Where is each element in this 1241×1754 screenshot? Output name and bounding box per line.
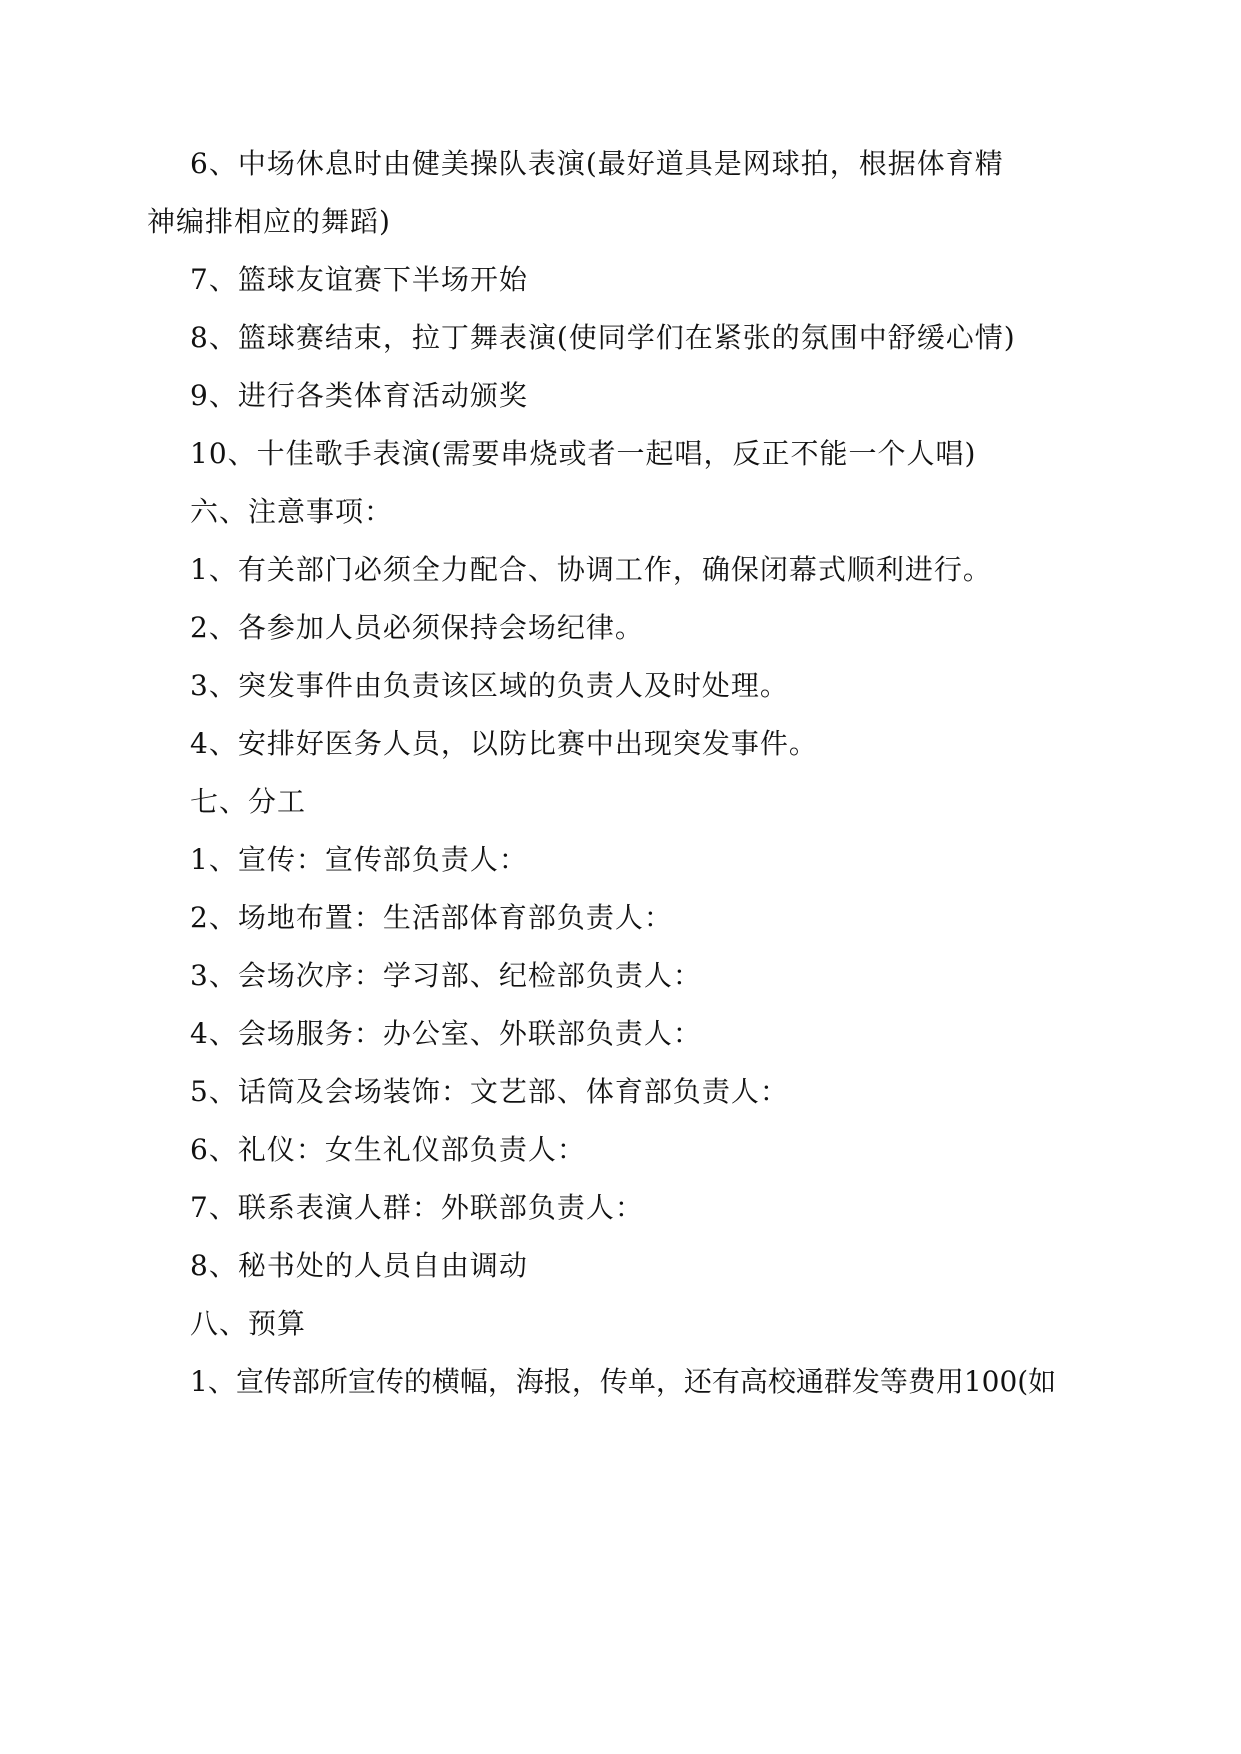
text-line: 1、宣传部所宣传的横幅，海报，传单，还有高校通群发等费用100(如: [190, 1365, 1057, 1398]
text-line: 3、突发事件由负责该区域的负责人及时处理。: [190, 669, 789, 702]
text-line: 10、十佳歌手表演(需要串烧或者一起唱，反正不能一个人唱): [190, 437, 977, 470]
section-heading: 六、注意事项：: [190, 495, 394, 528]
section-heading: 七、分工: [190, 785, 307, 818]
text-line-continuation: 神编排相应的舞蹈): [147, 205, 391, 238]
text-line: 6、中场休息时由健美操队表演(最好道具是网球拍，根据体育精: [190, 147, 1004, 180]
text-line: 2、场地布置：生活部体育部负责人：: [190, 901, 673, 934]
text-line: 7、篮球友谊赛下半场开始: [190, 263, 528, 296]
text-line: 7、联系表演人群：外联部负责人：: [190, 1191, 644, 1224]
text-line: 8、秘书处的人员自由调动: [190, 1249, 528, 1282]
text-line: 1、宣传：宣传部负责人：: [190, 843, 528, 876]
text-line: 8、篮球赛结束，拉丁舞表演(使同学们在紧张的氛围中舒缓心情): [190, 321, 1016, 354]
text-line: 6、礼仪：女生礼仪部负责人：: [190, 1133, 586, 1166]
text-line: 2、各参加人员必须保持会场纪律。: [190, 611, 644, 644]
text-line: 3、会场次序：学习部、纪检部负责人：: [190, 959, 702, 992]
text-line: 4、会场服务：办公室、外联部负责人：: [190, 1017, 702, 1050]
text-line: 5、话筒及会场装饰：文艺部、体育部负责人：: [190, 1075, 789, 1108]
section-heading: 八、预算: [190, 1307, 307, 1340]
text-line: 9、进行各类体育活动颁奖: [190, 379, 528, 412]
text-line: 4、安排好医务人员，以防比赛中出现突发事件。: [190, 727, 818, 760]
text-line: 1、有关部门必须全力配合、协调工作，确保闭幕式顺利进行。: [190, 553, 992, 586]
